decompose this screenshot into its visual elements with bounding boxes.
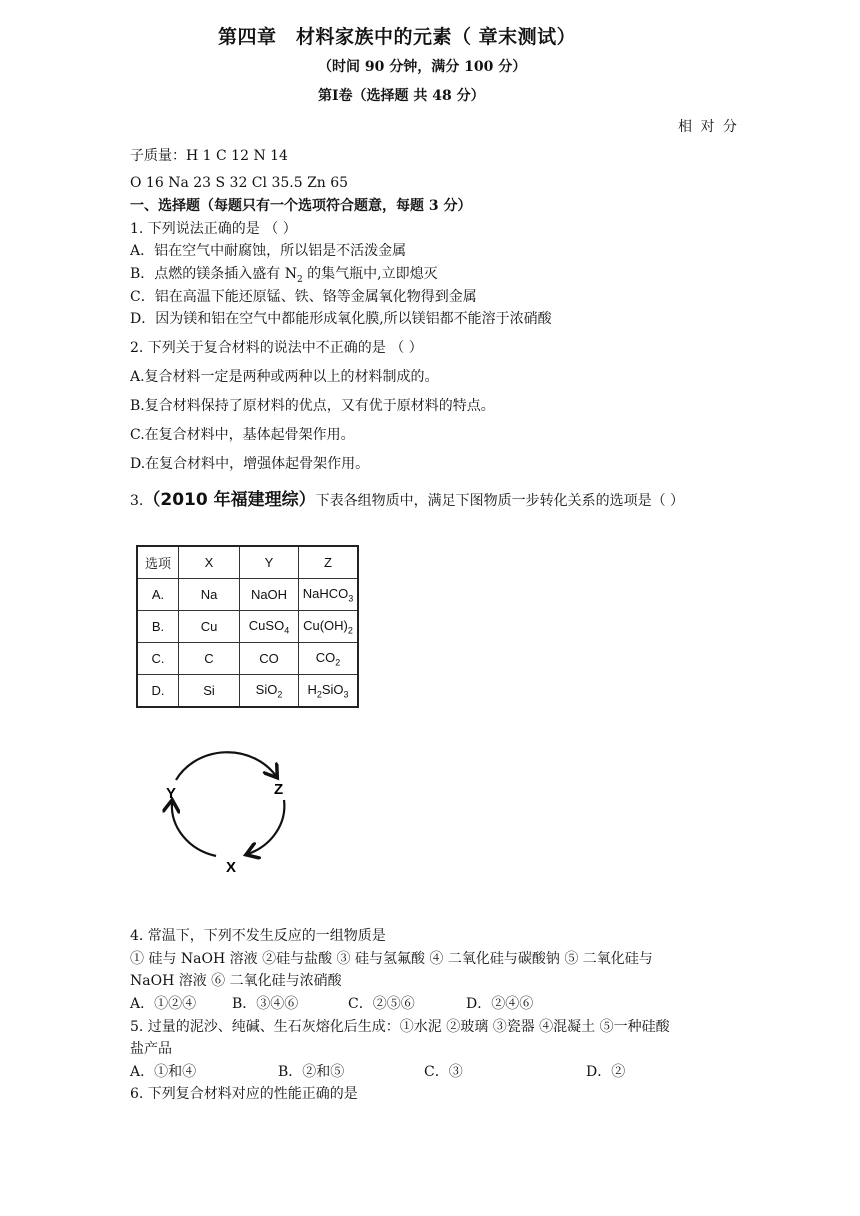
table-cell: $H_2SiO_3$ <box>299 675 359 708</box>
q1-option-b: B．点燃的镁条插入盛有 $N_2$ 的集气瓶中,立即熄灭 <box>130 266 438 285</box>
arrow-y-to-z <box>176 752 276 780</box>
table-header-cell: X <box>179 546 240 579</box>
q5-option-c: C．③ <box>424 1064 463 1080</box>
table-row <box>137 611 358 643</box>
arrow-z-to-x <box>248 800 284 854</box>
table-cell: Cu <box>179 611 240 643</box>
table-row <box>137 675 358 708</box>
q4-option-a: A．①②④ <box>130 996 197 1012</box>
cycle-label-x: X <box>226 859 237 876</box>
relative-atomic-mass-label: 相 对 分 <box>678 119 739 135</box>
q5-option-d: D．② <box>586 1064 626 1080</box>
table-header-cell: Y <box>240 546 299 579</box>
q4-stem: 4. 常温下，下列不发生反应的一组物质是 <box>130 928 386 944</box>
table-cell: D. <box>137 675 179 708</box>
atomic-mass-line-2: O 16 Na 23 S 32 Cl 35.5 Zn 65 <box>130 175 349 191</box>
q4-option-d: D．②④⑥ <box>466 996 534 1012</box>
section-heading: 第Ⅰ卷（选择题 共 48 分） <box>318 88 485 104</box>
table-header-row <box>137 546 358 579</box>
table-header-cell: 选项 <box>137 546 179 579</box>
table-cell: B. <box>137 611 179 643</box>
table-cell: NaOH <box>240 579 299 611</box>
cycle-label-z: Z <box>274 781 284 798</box>
q2-option-b: B.复合材料保持了原材料的优点，又有优于原材料的特点。 <box>130 398 495 414</box>
q3-source: （2010 年福建理综） <box>143 490 316 510</box>
arrow-x-to-y <box>172 802 216 856</box>
q6-stem: 6. 下列复合材料对应的性能正确的是 <box>130 1086 358 1102</box>
table-cell: CO <box>240 643 299 675</box>
q2-option-c: C.在复合材料中，基体起骨架作用。 <box>130 427 355 443</box>
table-cell: C. <box>137 643 179 675</box>
q1-option-c: C．铝在高温下能还原锰、铁、铬等金属氧化物得到金属 <box>130 289 477 305</box>
table-cell: NaHCO$_3$ <box>299 579 359 611</box>
q5-option-b: B．②和⑤ <box>278 1064 345 1080</box>
q1-stem: 1. 下列说法正确的是 （ ） <box>130 221 297 237</box>
q4-option-c: C．②⑤⑥ <box>348 996 415 1012</box>
q5-stem-line-1: 5. 过量的泥沙、纯碱、生石灰熔化后生成：①水泥 ②玻璃 ③瓷器 ④混凝土 ⑤一种硅酸 <box>130 1019 670 1035</box>
exam-time-subtitle: （时间 90 分钟，满分 100 分） <box>318 59 527 75</box>
q1-option-d: D．因为镁和铝在空气中都能形成氧化膜,所以镁铝都不能溶于浓硝酸 <box>130 311 552 327</box>
q4-items-line-2: NaOH 溶液 ⑥ 二氧化硅与浓硝酸 <box>130 973 342 989</box>
q2-stem: 2. 下列关于复合材料的说法中不正确的是 （ ） <box>130 340 423 356</box>
q5-option-a: A．①和④ <box>130 1064 197 1080</box>
table-row <box>137 643 358 675</box>
q3-options-table <box>136 545 359 708</box>
table-row <box>137 579 358 611</box>
table-cell: $Cu(OH)_2$ <box>299 611 359 643</box>
page-title: 第四章 材料家族中的元素（ 章末测试） <box>218 26 577 48</box>
q2-option-a: A.复合材料一定是两种或两种以上的材料制成的。 <box>130 369 439 385</box>
table-cell: $CO_2$ <box>299 643 359 675</box>
q1-option-a: A．铝在空气中耐腐蚀，所以铝是不活泼金属 <box>130 243 407 259</box>
atomic-mass-line-1: 子质量：H 1 C 12 N 14 <box>130 148 288 164</box>
q3-stem: 3.（2010 年福建理综）下表各组物质中，满足下图物质一步转化关系的选项是（ ） <box>130 490 685 510</box>
q5-stem-line-2: 盐产品 <box>130 1041 172 1057</box>
table-cell: Na <box>179 579 240 611</box>
conversion-cycle-diagram <box>150 740 310 880</box>
table-cell: C <box>179 643 240 675</box>
q2-option-d: D.在复合材料中，增强体起骨架作用。 <box>130 456 370 472</box>
part-one-heading: 一、选择题（每题只有一个选项符合题意，每题 3 分） <box>130 198 472 214</box>
cycle-label-y: Y <box>166 785 177 802</box>
table-cell: CuSO$_4$ <box>240 611 299 643</box>
table-header-cell: Z <box>299 546 359 579</box>
table-cell: A. <box>137 579 179 611</box>
q4-option-b: B．③④⑥ <box>232 996 299 1012</box>
q4-items-line-1: ① 硅与 NaOH 溶液 ②硅与盐酸 ③ 硅与氢氟酸 ④ 二氧化硅与碳酸钠 ⑤ 二氧化硅与 <box>130 951 653 967</box>
table-cell: SiO$_2$ <box>240 675 299 708</box>
table-cell: Si <box>179 675 240 708</box>
